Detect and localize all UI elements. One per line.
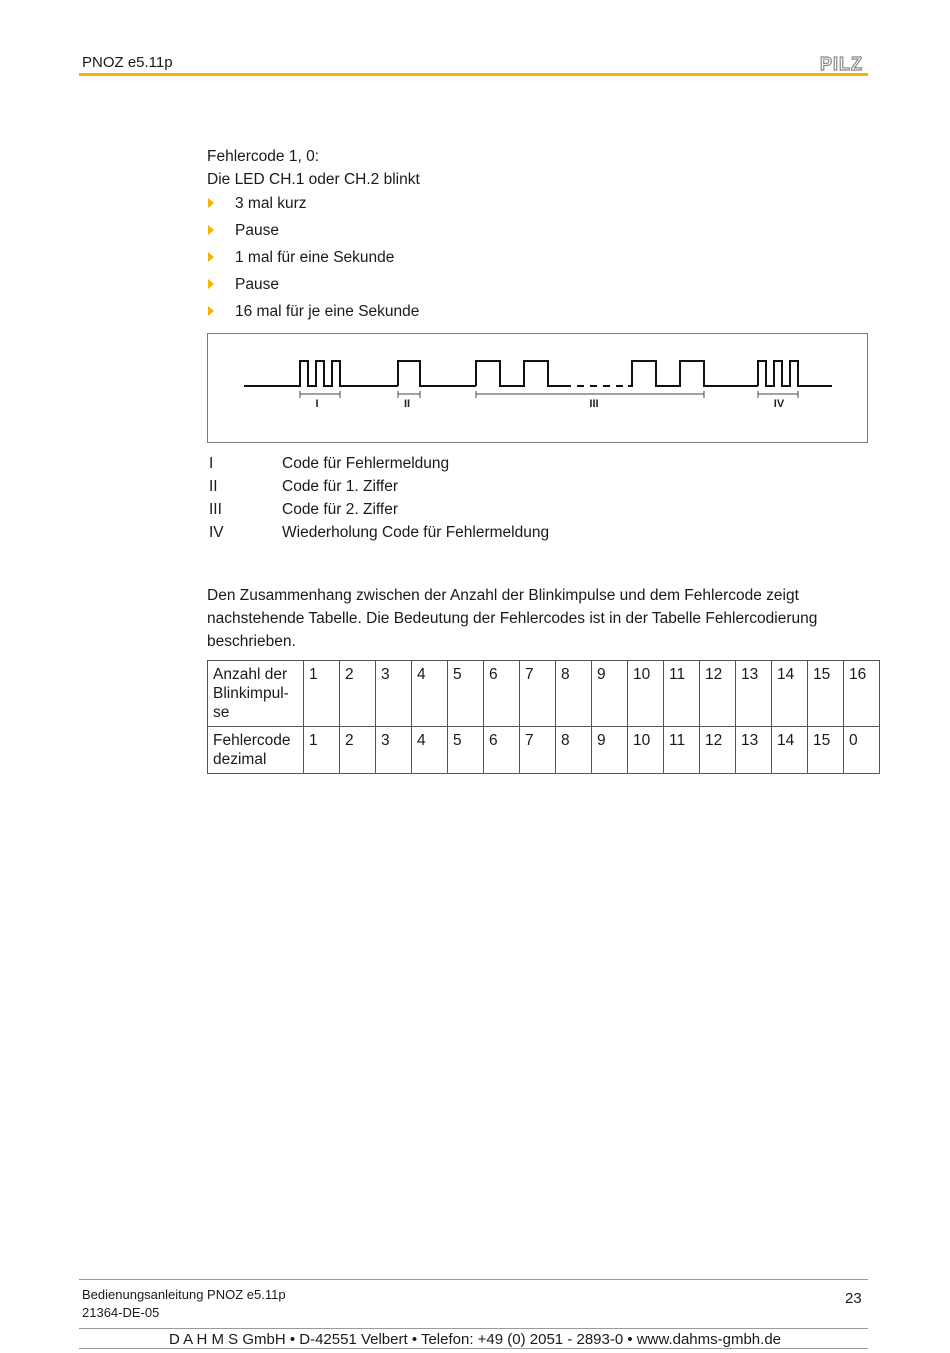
diagram-label-i: I [315,398,319,410]
row-header-code: Fehlercode dezimal [208,727,304,774]
table-cell: 11 [664,661,700,727]
list-item: 1 mal für eine Sekunde [207,247,419,274]
table-cell: 6 [484,661,520,727]
blink-waveform [208,334,867,442]
table-row [208,727,880,774]
table-cell: 2 [340,661,376,727]
table-cell: 7 [520,661,556,727]
table-cell: 1 [304,661,340,727]
body-paragraph: Den Zusammenhang zwischen der Anzahl der Blinkimpulse und dem Fehlercode zeigt nachstehende Tabelle. Die Bedeutung der Fehlercodes ist in der Tabelle Fehlercodierung beschrieben. [207,587,818,650]
table-row [208,661,880,727]
table-cell: 1 [304,727,340,774]
table-cell: 15 [808,661,844,727]
blink-code-table [207,660,880,774]
list-item: 3 mal kurz [207,193,419,220]
diagram-label-ii: II [403,398,411,410]
legend-text: Code für Fehlermeldung [282,455,450,472]
table-cell: 14 [772,661,808,727]
footer-divider [79,1328,868,1329]
legend-key: II [209,478,218,495]
legend-row [207,498,867,521]
legend-text: Code für 2. Ziffer [282,501,399,518]
table-cell: 4 [412,661,448,727]
table-cell: 13 [736,661,772,727]
table-cell: 14 [772,727,808,774]
table-cell: 16 [844,661,880,727]
intro-line-2: Die LED CH.1 oder CH.2 blinkt [207,171,420,188]
table-cell: 12 [700,661,736,727]
intro-text [207,145,420,191]
footer-contact-line: D A H M S GmbH • D-42551 Velbert • Telefon: +49 (0) 2051 - 2893-0 • www.dahms-gmbh.de [168,1331,782,1348]
pilz-logo [820,55,868,71]
page-number: 23 [845,1290,862,1307]
footer-divider [79,1348,868,1349]
arrow-right-icon [208,279,214,289]
header-rule [79,73,868,76]
footer-divider [79,1279,868,1280]
legend-row [207,452,867,475]
table-cell: 9 [592,727,628,774]
header-title: PNOZ e5.11p [82,54,173,71]
arrow-right-icon [208,225,214,235]
diagram-label-iv: IV [773,398,785,410]
table-cell: 6 [484,727,520,774]
legend-text: Wiederholung Code für Fehlermeldung [282,524,550,541]
table-cell: 3 [376,661,412,727]
table-cell: 15 [808,727,844,774]
list-item: 16 mal für je eine Sekunde [207,301,419,328]
table-cell: 12 [700,727,736,774]
bullet-list [207,193,419,328]
table-cell: 2 [340,727,376,774]
list-item: Pause [207,274,419,301]
arrow-right-icon [208,198,214,208]
intro-line-1: Fehlercode 1, 0: [207,148,320,165]
table-cell: 5 [448,661,484,727]
legend-key: I [209,455,214,472]
legend-key: IV [209,524,224,541]
table-cell: 5 [448,727,484,774]
arrow-right-icon [208,252,214,262]
footer-doc-title: Bedienungsanleitung PNOZ e5.11p [82,1287,286,1302]
legend-row [207,475,867,498]
legend-text: Code für 1. Ziffer [282,478,399,495]
diagram-legend [207,452,867,544]
table-cell: 9 [592,661,628,727]
footer-doc-number: 21364-DE-05 [82,1305,160,1320]
legend-row [207,521,867,544]
svg-text:PILZ: PILZ [820,55,863,71]
table-cell: 4 [412,727,448,774]
row-header-pulses: Anzahl der Blinkimpul- se [208,661,304,727]
table-cell: 11 [664,727,700,774]
legend-key: III [209,501,222,518]
arrow-right-icon [208,306,214,316]
blink-timing-diagram [207,333,868,443]
table-cell: 8 [556,727,592,774]
table-cell: 7 [520,727,556,774]
table-cell: 3 [376,727,412,774]
diagram-label-iii: III [589,398,599,410]
table-cell: 10 [628,727,664,774]
footer-document-info [82,1286,286,1322]
list-item: Pause [207,220,419,247]
table-cell: 8 [556,661,592,727]
table-cell: 0 [844,727,880,774]
table-cell: 10 [628,661,664,727]
table-cell: 13 [736,727,772,774]
